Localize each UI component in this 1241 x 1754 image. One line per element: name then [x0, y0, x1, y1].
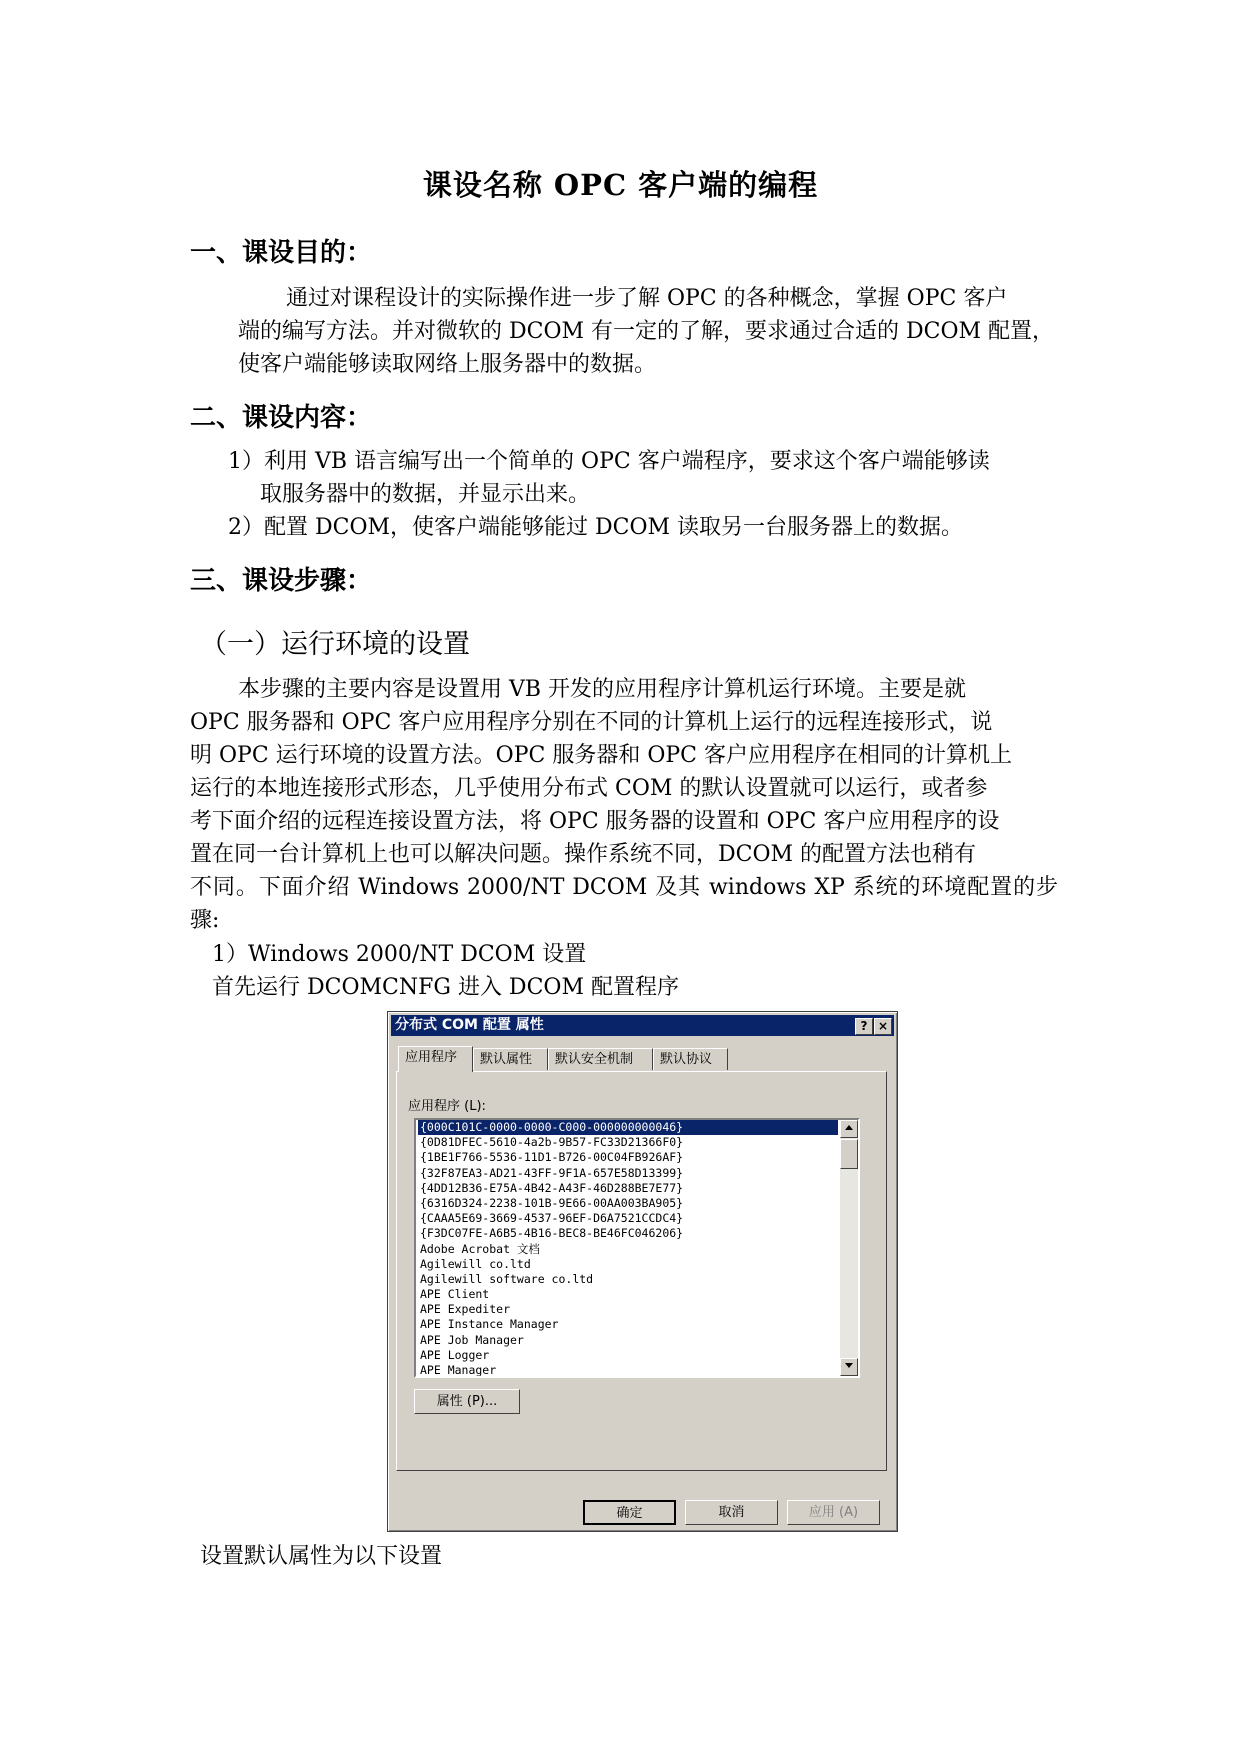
- purpose-line-1: 通过对课程设计的实际操作进一步了解 OPC 的各种概念，掌握 OPC 客户: [286, 286, 1008, 311]
- steps-subheading: （一）运行环境的设置: [200, 629, 470, 660]
- list-item[interactable]: {4DD12B36-E75A-4B42-A43F-46D288BE7E77}: [420, 1180, 684, 1195]
- scroll-up-button[interactable]: [840, 1120, 858, 1138]
- section-heading-purpose: 一、课设目的：: [190, 238, 373, 268]
- tab-default-properties[interactable]: 默认属性: [473, 1048, 548, 1070]
- list-item[interactable]: {1BE1F766-5536-11D1-B726-00C04FB926AF}: [420, 1150, 684, 1165]
- tab-default-security[interactable]: 默认安全机制: [548, 1048, 653, 1070]
- list-scrollbar[interactable]: [840, 1120, 858, 1376]
- windows-setup-intro: 首先运行 DCOMCNFG 进入 DCOM 配置程序: [212, 975, 679, 1000]
- scroll-thumb[interactable]: [840, 1139, 858, 1169]
- list-item[interactable]: {000C101C-0000-0000-C000-000000000046}: [418, 1120, 838, 1135]
- applications-list[interactable]: [414, 1118, 860, 1378]
- list-item[interactable]: {CAAA5E69-3669-4537-96EF-D6A7521CCDC4}: [420, 1211, 684, 1226]
- section-heading-steps: 三、课设步骤：: [190, 566, 373, 596]
- tab-applications[interactable]: 应用程序: [398, 1046, 473, 1072]
- windows-setup-heading: 1）Windows 2000/NT DCOM 设置: [212, 942, 587, 967]
- content-item-1-line-2: 取服务器中的数据，并显示出来。: [260, 482, 591, 507]
- page-title: 课设名称 OPC 客户端的编程: [422, 168, 819, 202]
- list-item[interactable]: APE Expediter: [420, 1302, 511, 1317]
- cancel-button[interactable]: 取消: [685, 1500, 778, 1525]
- list-item[interactable]: APE Logger: [420, 1347, 490, 1362]
- purpose-line-3: 使客户端能够读取网络上服务器中的数据。: [238, 352, 657, 377]
- purpose-paragraph: [190, 282, 1058, 381]
- steps-line-7: 不同。下面介绍 Windows 2000/NT DCOM 及其 windows XP 系统的环境配置的步骤:: [190, 875, 1058, 933]
- steps-line-1: 本步骤的主要内容是设置用 VB 开发的应用程序计算机运行环境。主要是就: [238, 677, 967, 702]
- tab-default-protocols[interactable]: 默认协议: [653, 1048, 728, 1070]
- applications-rows: [418, 1120, 838, 1378]
- list-item[interactable]: APE Client: [420, 1287, 490, 1302]
- section-heading-content: 二、课设内容：: [190, 403, 373, 433]
- steps-line-6: 置在同一台计算机上也可以解决问题。操作系统不同，DCOM 的配置方法也稍有: [190, 842, 977, 867]
- content-item-1-line-1: 1）利用 VB 语言编写出一个简单的 OPC 客户端程序，要求这个客户端能够读: [228, 449, 990, 474]
- list-item[interactable]: Adobe Acrobat 文档: [420, 1241, 540, 1256]
- dialog-title: 分布式 COM 配置 属性: [395, 1017, 544, 1033]
- list-item[interactable]: APE Instance Manager: [420, 1317, 559, 1332]
- steps-line-5: 考下面介绍的远程连接设置方法，将 OPC 服务器的设置和 OPC 客户应用程序的设: [190, 809, 1000, 834]
- steps-line-2: OPC 服务器和 OPC 客户应用程序分别在不同的计算机上运行的远程连接形式，说: [190, 710, 993, 735]
- close-button[interactable]: ×: [874, 1018, 892, 1035]
- apply-button[interactable]: 应用 (A): [787, 1500, 880, 1525]
- list-item[interactable]: APE Job Manager: [420, 1332, 524, 1347]
- list-item[interactable]: {0D81DFEC-5610-4a2b-9B57-FC33D21366F0}: [420, 1135, 684, 1150]
- applications-list-label: 应用程序 (L):: [408, 1099, 486, 1114]
- properties-button[interactable]: 属性 (P)...: [414, 1389, 520, 1414]
- list-item[interactable]: {F3DC07FE-A6B5-4B16-BEC8-BE46FC046206}: [420, 1226, 684, 1241]
- list-item[interactable]: {32F87EA3-AD21-43FF-9F1A-657E58D13399}: [420, 1165, 684, 1180]
- purpose-line-2: 端的编写方法。并对微软的 DCOM 有一定的了解，要求通过合适的 DCOM 配置，: [238, 319, 1055, 344]
- footer-caption: 设置默认属性为以下设置: [200, 1544, 443, 1569]
- arrow-up-icon: [845, 1125, 853, 1131]
- steps-line-4: 运行的本地连接形式形态，几乎使用分布式 COM 的默认设置就可以运行，或者参: [190, 776, 988, 801]
- list-item[interactable]: Agilewill software co.ltd: [420, 1271, 594, 1286]
- content-item-2: 2）配置 DCOM，使客户端能够能过 DCOM 读取另一台服务器上的数据。: [228, 515, 964, 540]
- list-item[interactable]: Agilewill co.ltd: [420, 1256, 531, 1271]
- arrow-down-icon: [845, 1363, 853, 1369]
- list-item[interactable]: {6316D324-2238-101B-9E66-00AA003BA905}: [420, 1195, 684, 1210]
- ok-button[interactable]: 确定: [583, 1500, 676, 1525]
- steps-line-3: 明 OPC 运行环境的设置方法。OPC 服务器和 OPC 客户应用程序在相同的计算机上: [190, 743, 1012, 768]
- list-item[interactable]: APE Manager: [420, 1363, 497, 1377]
- help-button[interactable]: ?: [855, 1018, 873, 1035]
- steps-paragraph: [190, 673, 1058, 937]
- scroll-down-button[interactable]: [840, 1358, 858, 1376]
- dcom-config-dialog: [387, 1011, 898, 1532]
- dialog-title-bar: [391, 1015, 894, 1036]
